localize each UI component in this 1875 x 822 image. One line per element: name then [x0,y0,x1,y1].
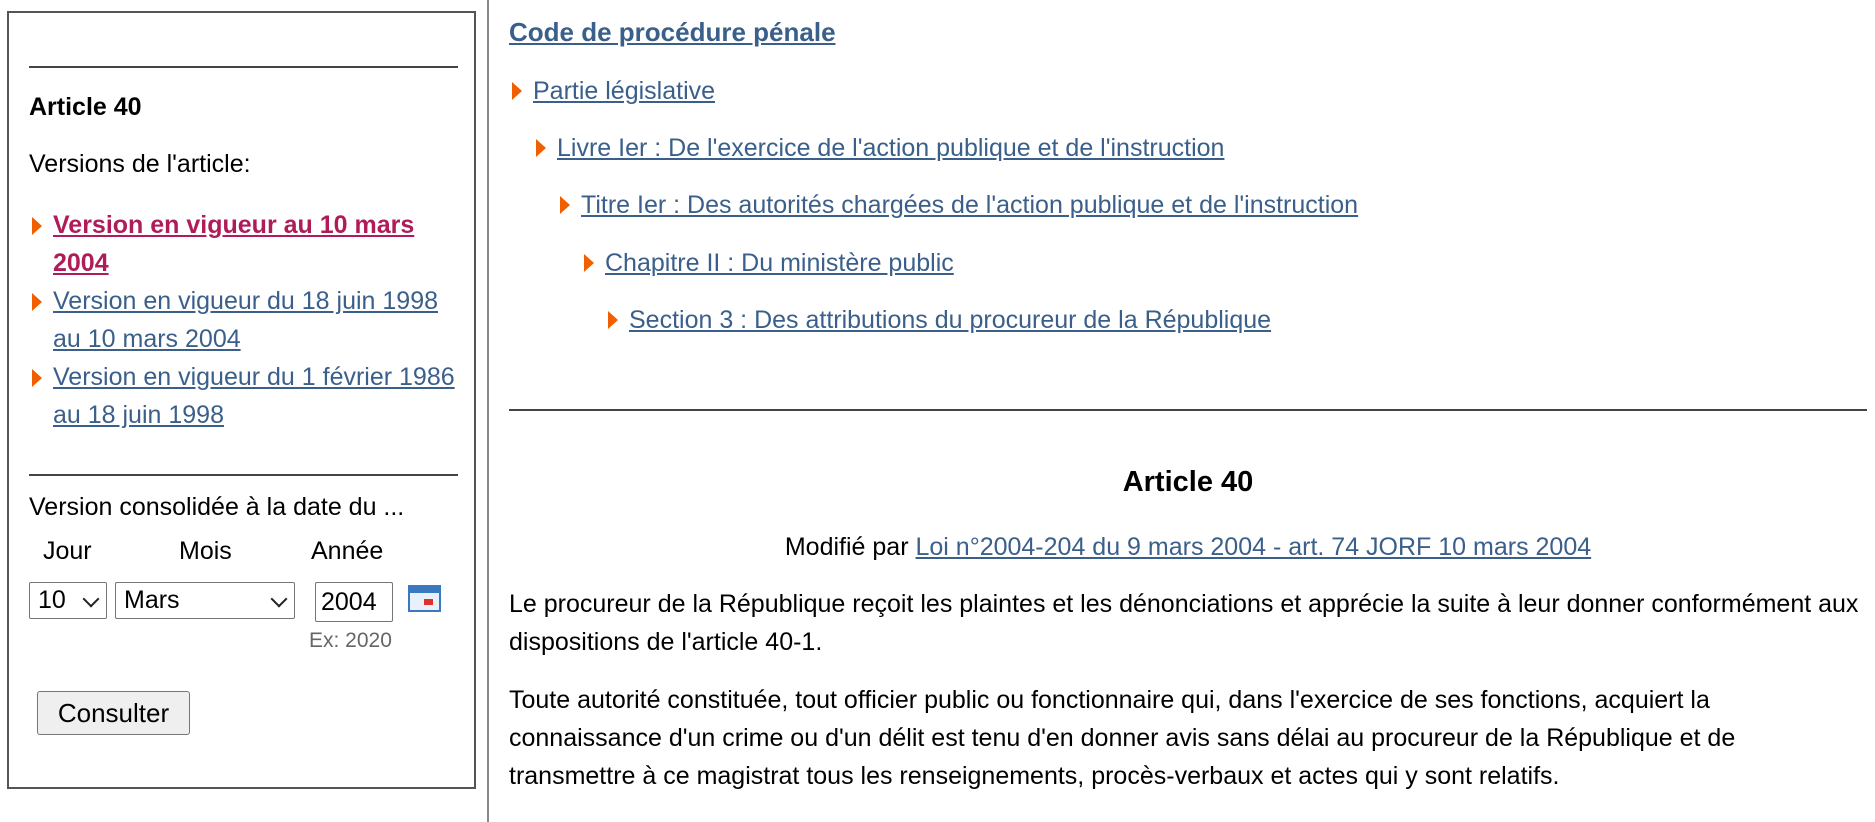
version-item-current [29,206,469,282]
month-select[interactable] [115,582,295,619]
breadcrumb-link[interactable]: Livre Ier : De l'exercice de l'action publique et de l'instruction [557,134,1225,162]
year-label: Année [311,537,384,565]
sidebar-divider-top [29,66,458,68]
calendar-icon[interactable] [408,585,441,612]
arrow-right-icon [608,311,618,329]
version-item [29,358,469,434]
article-heading: Article 40 [1122,466,1254,498]
arrow-right-icon [560,196,570,214]
breadcrumb-item-partie [509,77,715,106]
article-paragraph-1: Le procureur de la République reçoit les plaintes et les dénonciations et apprécie la suite à leur donner conformément aux dispositions de l'article 40-1. [509,590,1859,656]
breadcrumb-link[interactable]: Titre Ier : Des autorités chargées de l'action publique et de l'instruction [581,191,1359,219]
breadcrumb-link[interactable]: Chapitre II : Du ministère public [605,249,954,277]
breadcrumb-item-section [605,306,1271,335]
code-title-link[interactable]: Code de procédure pénale [509,17,836,47]
sidebar-article-title: Article 40 [29,93,142,121]
arrow-right-icon [32,369,42,387]
month-label: Mois [179,537,232,565]
column-divider [487,0,489,822]
breadcrumb-link[interactable]: Section 3 : Des attributions du procureur de la République [629,306,1272,334]
calendar-icon-marker [424,599,433,605]
calendar-icon-header [410,587,439,593]
month-select-value: Mars [124,586,180,614]
breadcrumb-link[interactable]: Partie législative [533,77,716,105]
modified-by-label: Modifié par [784,533,916,561]
breadcrumb-item-titre [557,191,1358,220]
version-list [29,206,469,434]
arrow-right-icon [32,293,42,311]
content-divider [509,409,1867,411]
version-link[interactable]: Version en vigueur du 18 juin 1998 au 10 mars 2004 [53,287,439,353]
arrow-right-icon [536,139,546,157]
breadcrumb-item-chapitre [581,249,954,278]
versions-label: Versions de l'article: [29,150,251,178]
consolidated-date-label: Version consolidée à la date du ... [29,493,405,521]
chevron-down-icon [271,591,288,608]
modifying-law-link[interactable]: Loi n°2004-204 du 9 mars 2004 - art. 74 JORF 10 mars 2004 [915,533,1592,561]
consult-button[interactable]: Consulter [37,691,190,735]
day-select-value: 10 [38,586,66,614]
sidebar-divider-bottom [29,474,458,476]
arrow-right-icon [584,254,594,272]
breadcrumb-item-livre [533,134,1224,163]
article-paragraph-2: Toute autorité constituée, tout officier public ou fonctionnaire qui, dans l'exercice de ses fonctions, acquiert la connaissance d'un crime ou d'un délit est tenu d'en donner avis sans délai au procureur de la République et de transmettre à ce magistrat tous les renseignements, procès-verbaux et actes qui y sont relatifs. [509,686,1736,790]
year-hint: Ex: 2020 [309,629,392,652]
modified-by-line [509,533,1867,562]
arrow-right-icon [512,82,522,100]
version-link-current[interactable]: Version en vigueur au 10 mars 2004 [53,211,415,277]
chevron-down-icon [83,591,100,608]
day-label: Jour [43,537,92,565]
year-input[interactable] [315,582,393,622]
version-sidebar [7,11,476,789]
version-link[interactable]: Version en vigueur du 1 février 1986 au 18 juin 1998 [53,363,455,429]
version-item [29,282,469,358]
arrow-right-icon [32,217,42,235]
day-select[interactable] [29,582,107,619]
